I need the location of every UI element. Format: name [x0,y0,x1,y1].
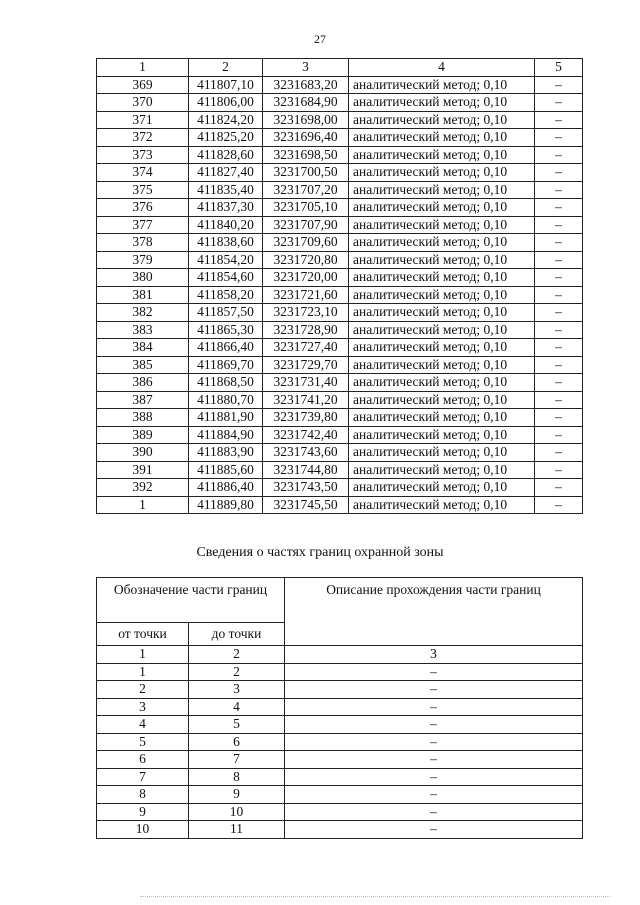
table-cell: 3231742,40 [263,426,349,444]
table-cell: 391 [97,461,189,479]
table-cell: 411854,20 [189,251,263,269]
boundary-description-header: Описание прохождения части границ [285,578,583,646]
table-cell: – [535,251,583,269]
table-cell: 411858,20 [189,286,263,304]
table-cell: – [535,479,583,497]
table-cell: 411883,90 [189,444,263,462]
table-cell: 411885,60 [189,461,263,479]
table-cell: 3231729,70 [263,356,349,374]
table-cell: – [535,461,583,479]
table-cell: 3231720,80 [263,251,349,269]
table-cell: аналитический метод; 0,10 [349,409,535,427]
table-cell: 4 [189,698,285,716]
column-header: 5 [535,59,583,77]
table-row [97,251,583,269]
table-row [97,356,583,374]
table-cell: 1 [97,496,189,514]
table-cell: 3231696,40 [263,129,349,147]
table-cell: 1 [97,663,189,681]
table-cell: 372 [97,129,189,147]
table-cell: – [285,733,583,751]
table-cell: – [535,94,583,112]
table-cell: 3231743,60 [263,444,349,462]
table-cell: 3231744,80 [263,461,349,479]
table-row [97,409,583,427]
table-cell: – [285,716,583,734]
table-row [97,269,583,287]
from-point-header: от точки [97,623,189,646]
table-row [97,181,583,199]
table-cell: – [535,146,583,164]
table-cell: аналитический метод; 0,10 [349,251,535,269]
table-cell: 3231709,60 [263,234,349,252]
table-row [97,339,583,357]
table-cell: аналитический метод; 0,10 [349,356,535,374]
column-header: 1 [97,59,189,77]
table-cell: аналитический метод; 0,10 [349,164,535,182]
table-cell: 411880,70 [189,391,263,409]
table-cell: 379 [97,251,189,269]
table-cell: 411886,40 [189,479,263,497]
coordinates-table-body [97,76,583,514]
table-cell: аналитический метод; 0,10 [349,111,535,129]
column-index: 2 [189,646,285,664]
table-cell: 3231700,50 [263,164,349,182]
table-cell: 8 [189,768,285,786]
table-cell: 411825,20 [189,129,263,147]
table-cell: 411807,10 [189,76,263,94]
table-cell: 380 [97,269,189,287]
table-row [97,751,583,769]
table-cell: 388 [97,409,189,427]
table-row [97,94,583,112]
table-row [97,681,583,699]
table-cell: 386 [97,374,189,392]
table-cell: аналитический метод; 0,10 [349,321,535,339]
table-cell: 2 [97,681,189,699]
table-cell: 6 [97,751,189,769]
table-cell: – [535,356,583,374]
table-cell: 411884,90 [189,426,263,444]
table-cell: 385 [97,356,189,374]
table-cell: 381 [97,286,189,304]
table-row [97,199,583,217]
table-cell: 3231731,40 [263,374,349,392]
table-cell: – [535,444,583,462]
table-cell: 6 [189,733,285,751]
table-cell: 3231707,20 [263,181,349,199]
table-cell: 3 [97,698,189,716]
table-cell: аналитический метод; 0,10 [349,426,535,444]
table-cell: 3231745,50 [263,496,349,514]
table-row [97,663,583,681]
table-cell: – [535,129,583,147]
page-footer-line [140,896,610,901]
table-row [97,111,583,129]
table-cell: 373 [97,146,189,164]
table-cell: 11 [189,821,285,839]
table-cell: 370 [97,94,189,112]
table-cell: 411806,00 [189,94,263,112]
table-cell: 411857,50 [189,304,263,322]
table-row [97,321,583,339]
table-cell: – [285,681,583,699]
parts-index-row [97,646,583,664]
table-cell: – [535,199,583,217]
boundary-parts-table-body [97,663,583,838]
table-cell: 411837,30 [189,199,263,217]
table-cell: – [285,663,583,681]
table-cell: 390 [97,444,189,462]
table-row [97,786,583,804]
table-cell: 7 [189,751,285,769]
table-cell: – [535,216,583,234]
page-number: 27 [314,32,326,46]
table-row [97,286,583,304]
table-cell: – [535,164,583,182]
table-cell: 371 [97,111,189,129]
table-cell: аналитический метод; 0,10 [349,76,535,94]
table-cell: – [285,751,583,769]
table-cell: – [535,76,583,94]
table-cell: аналитический метод; 0,10 [349,374,535,392]
table-cell: 378 [97,234,189,252]
table-row [97,129,583,147]
table-cell: 411866,40 [189,339,263,357]
table-cell: – [285,698,583,716]
table-row [97,479,583,497]
table-cell: 411824,20 [189,111,263,129]
table-cell: 369 [97,76,189,94]
table-cell: – [535,321,583,339]
table-cell: 375 [97,181,189,199]
table-cell: 411889,80 [189,496,263,514]
column-header: 2 [189,59,263,77]
table-row [97,461,583,479]
table-cell: – [535,286,583,304]
table-row [97,164,583,182]
table-cell: 411828,60 [189,146,263,164]
table-cell: аналитический метод; 0,10 [349,461,535,479]
table-row [97,698,583,716]
table-row [97,768,583,786]
table-cell: – [535,374,583,392]
table-cell: 374 [97,164,189,182]
table-cell: аналитический метод; 0,10 [349,94,535,112]
column-index: 1 [97,646,189,664]
table-cell: аналитический метод; 0,10 [349,216,535,234]
table-cell: 5 [189,716,285,734]
table-cell: 3231723,10 [263,304,349,322]
table-cell: 3231739,80 [263,409,349,427]
column-header: 4 [349,59,535,77]
table-cell: аналитический метод; 0,10 [349,286,535,304]
table-cell: 3231683,20 [263,76,349,94]
table-cell: 3231721,60 [263,286,349,304]
table-row [97,444,583,462]
table-cell: 9 [189,786,285,804]
column-index: 3 [285,646,583,664]
table-row [97,821,583,839]
table-cell: 382 [97,304,189,322]
table-row [97,733,583,751]
table-cell: 3231728,90 [263,321,349,339]
table-cell: 376 [97,199,189,217]
table-cell: 411869,70 [189,356,263,374]
table-cell: аналитический метод; 0,10 [349,199,535,217]
table-cell: 411838,60 [189,234,263,252]
table-cell: 387 [97,391,189,409]
table-cell: аналитический метод; 0,10 [349,339,535,357]
table-cell: 10 [97,821,189,839]
table-row [97,803,583,821]
table-cell: 377 [97,216,189,234]
table-cell: 9 [97,803,189,821]
table-cell: 8 [97,786,189,804]
table-cell: 411854,60 [189,269,263,287]
table-row [97,146,583,164]
table-row [97,304,583,322]
table-cell: – [285,768,583,786]
table-cell: – [285,803,583,821]
table-cell: аналитический метод; 0,10 [349,304,535,322]
table-cell: аналитический метод; 0,10 [349,496,535,514]
boundary-designation-header: Обозначение части границ [97,578,285,623]
table-cell: 3231741,20 [263,391,349,409]
table-cell: 3 [189,681,285,699]
table-cell: 411827,40 [189,164,263,182]
table-row [97,426,583,444]
table-cell: 10 [189,803,285,821]
table-row [97,496,583,514]
coordinates-table [96,58,583,514]
coordinates-header-row [97,59,583,77]
table-cell: 3231743,50 [263,479,349,497]
table-cell: аналитический метод; 0,10 [349,129,535,147]
table-cell: – [535,269,583,287]
table-cell: аналитический метод; 0,10 [349,479,535,497]
table-cell: – [535,339,583,357]
table-cell: 383 [97,321,189,339]
table-cell: – [285,786,583,804]
table-cell: 411881,90 [189,409,263,427]
table-cell: – [535,111,583,129]
table-cell: 411835,40 [189,181,263,199]
column-header: 3 [263,59,349,77]
table-cell: – [535,234,583,252]
table-cell: 3231727,40 [263,339,349,357]
table-cell: 3231698,50 [263,146,349,164]
table-cell: – [535,426,583,444]
table-cell: аналитический метод; 0,10 [349,181,535,199]
table-cell: 392 [97,479,189,497]
table-cell: 411868,50 [189,374,263,392]
table-row [97,216,583,234]
table-cell: 5 [97,733,189,751]
table-cell: 2 [189,663,285,681]
table-cell: 3231705,10 [263,199,349,217]
table-cell: – [535,304,583,322]
table-cell: аналитический метод; 0,10 [349,391,535,409]
table-cell: 7 [97,768,189,786]
table-cell: 3231720,00 [263,269,349,287]
boundary-parts-table [96,577,583,839]
table-row [97,234,583,252]
table-cell: 389 [97,426,189,444]
table-cell: 3231707,90 [263,216,349,234]
table-cell: 3231684,90 [263,94,349,112]
parts-header-row [97,578,583,623]
table-cell: аналитический метод; 0,10 [349,269,535,287]
table-cell: 411840,20 [189,216,263,234]
table-cell: 411865,30 [189,321,263,339]
table-cell: 3231698,00 [263,111,349,129]
table-row [97,76,583,94]
table-cell: – [285,821,583,839]
table-cell: аналитический метод; 0,10 [349,234,535,252]
table-row [97,716,583,734]
table-cell: – [535,496,583,514]
table-cell: – [535,391,583,409]
to-point-header: до точки [189,623,285,646]
table-cell: 384 [97,339,189,357]
table-cell: – [535,409,583,427]
table-cell: 4 [97,716,189,734]
table-row [97,391,583,409]
section-heading: Сведения о частях границ охранной зоны [196,545,444,560]
table-cell: аналитический метод; 0,10 [349,146,535,164]
table-row [97,374,583,392]
table-cell: аналитический метод; 0,10 [349,444,535,462]
table-cell: – [535,181,583,199]
